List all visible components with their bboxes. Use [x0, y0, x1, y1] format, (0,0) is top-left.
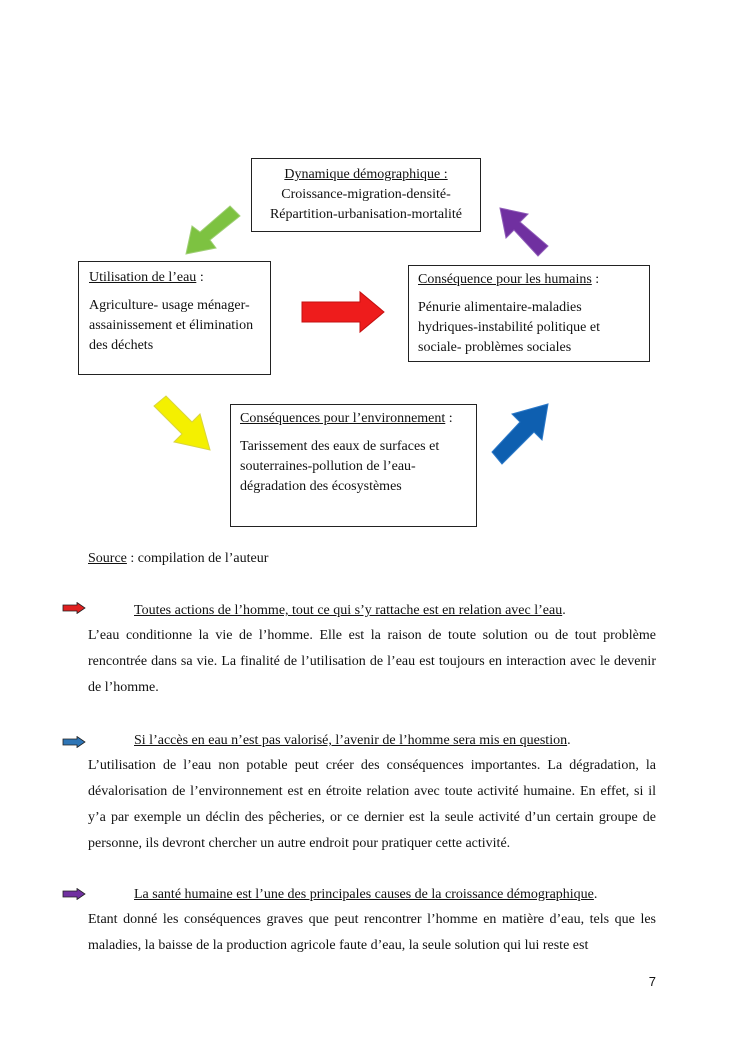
- heading-period: .: [562, 603, 566, 618]
- section-paragraph: Etant donné les conséquences graves que peut rencontrer l’homme en matière d’eau, tels que les maladies, la baisse de la production agricole faute d’eau, la seule solution qui lui reste est: [88, 912, 656, 953]
- box-line: Répartition-urbanisation-mortalité: [269, 207, 463, 222]
- section-heading: [134, 731, 571, 751]
- box-heading: [418, 270, 640, 290]
- box-consequence-humains: [408, 265, 650, 362]
- heading-period: .: [593, 887, 598, 902]
- heading-text: Si l’accès en eau n’est pas valorisé, l’avenir de l’homme sera mis en question: [134, 733, 568, 748]
- box-dynamique-demographique: [251, 158, 481, 232]
- blue-arrow-icon: [490, 400, 554, 468]
- box-title-suffix: :: [591, 272, 600, 287]
- box-title: Conséquence pour les humains: [418, 272, 592, 287]
- green-arrow-shape: [186, 206, 240, 254]
- section-paragraph: L’utilisation de l’eau non potable peut créer des conséquences importantes. La dégradation, la dévalorisation de l’environnement est en étroite relation avec toute activité humaine. En effet, si il y’a par exemple un déclin des pêcheries, or ce dernier est la seule activité d’un certain groupe de personne, ils devront chercher un autre endroit pour pratiquer cette activité.: [88, 758, 656, 851]
- box-heading: [89, 268, 260, 288]
- bullet-shape: [63, 737, 85, 748]
- source-text: : compilation de l’auteur: [126, 551, 269, 566]
- red-bullet-arrow-icon: [62, 602, 86, 614]
- bullet-shape: [63, 889, 85, 900]
- figure-source: [88, 549, 268, 569]
- box-body: Agriculture- usage ménager-assainissement et élimination des déchets: [89, 298, 254, 353]
- box-title: Conséquences pour l’environnement: [240, 411, 446, 426]
- page-number: 7: [648, 974, 656, 989]
- purple-bullet-arrow-icon: [62, 888, 86, 900]
- section-paragraph: L’eau conditionne la vie de l’homme. Elle est la raison de toute solution ou de tout problème rencontrée dans sa vie. La finalité de l’utilisation de l’eau est toujours en interaction avec le devenir de l’homme.: [88, 628, 656, 695]
- blue-arrow-shape: [492, 404, 548, 464]
- section-heading: [134, 885, 597, 905]
- heading-text: La santé humaine est l’une des principales causes de la croissance démographique: [134, 887, 594, 902]
- heading-text: Toutes actions de l’homme, tout ce qui s’y rattache est en relation avec l’eau: [134, 603, 563, 618]
- heading-period: .: [567, 733, 571, 748]
- box-utilisation-eau: [78, 261, 271, 375]
- box-title-suffix: :: [445, 411, 453, 426]
- box-title: Utilisation de l’eau: [89, 270, 197, 285]
- yellow-arrow-icon: [150, 392, 216, 458]
- section-heading: [134, 601, 566, 621]
- box-consequences-environnement: [230, 404, 477, 527]
- box-body: Pénurie alimentaire-maladies hydriques-instabilité politique et sociale- problèmes sociales: [418, 300, 600, 355]
- red-arrow-shape: [302, 292, 384, 332]
- box-title-suffix: :: [196, 270, 204, 285]
- yellow-arrow-shape: [154, 396, 210, 450]
- box-body: Tarissement des eaux de surfaces et souterraines-pollution de l’eau-dégradation des écosystèmes: [240, 439, 440, 494]
- bullet-shape: [63, 603, 85, 614]
- green-arrow-icon: [176, 200, 242, 260]
- source-label: Source: [88, 551, 127, 566]
- box-title: Dynamique démographique :: [284, 167, 448, 182]
- blue-bullet-arrow-icon: [62, 736, 86, 748]
- box-line: Croissance-migration-densité-: [281, 187, 451, 202]
- box-heading: [240, 409, 467, 429]
- purple-arrow-shape: [500, 208, 548, 256]
- red-arrow-icon: [298, 290, 388, 334]
- purple-arrow-icon: [496, 204, 556, 262]
